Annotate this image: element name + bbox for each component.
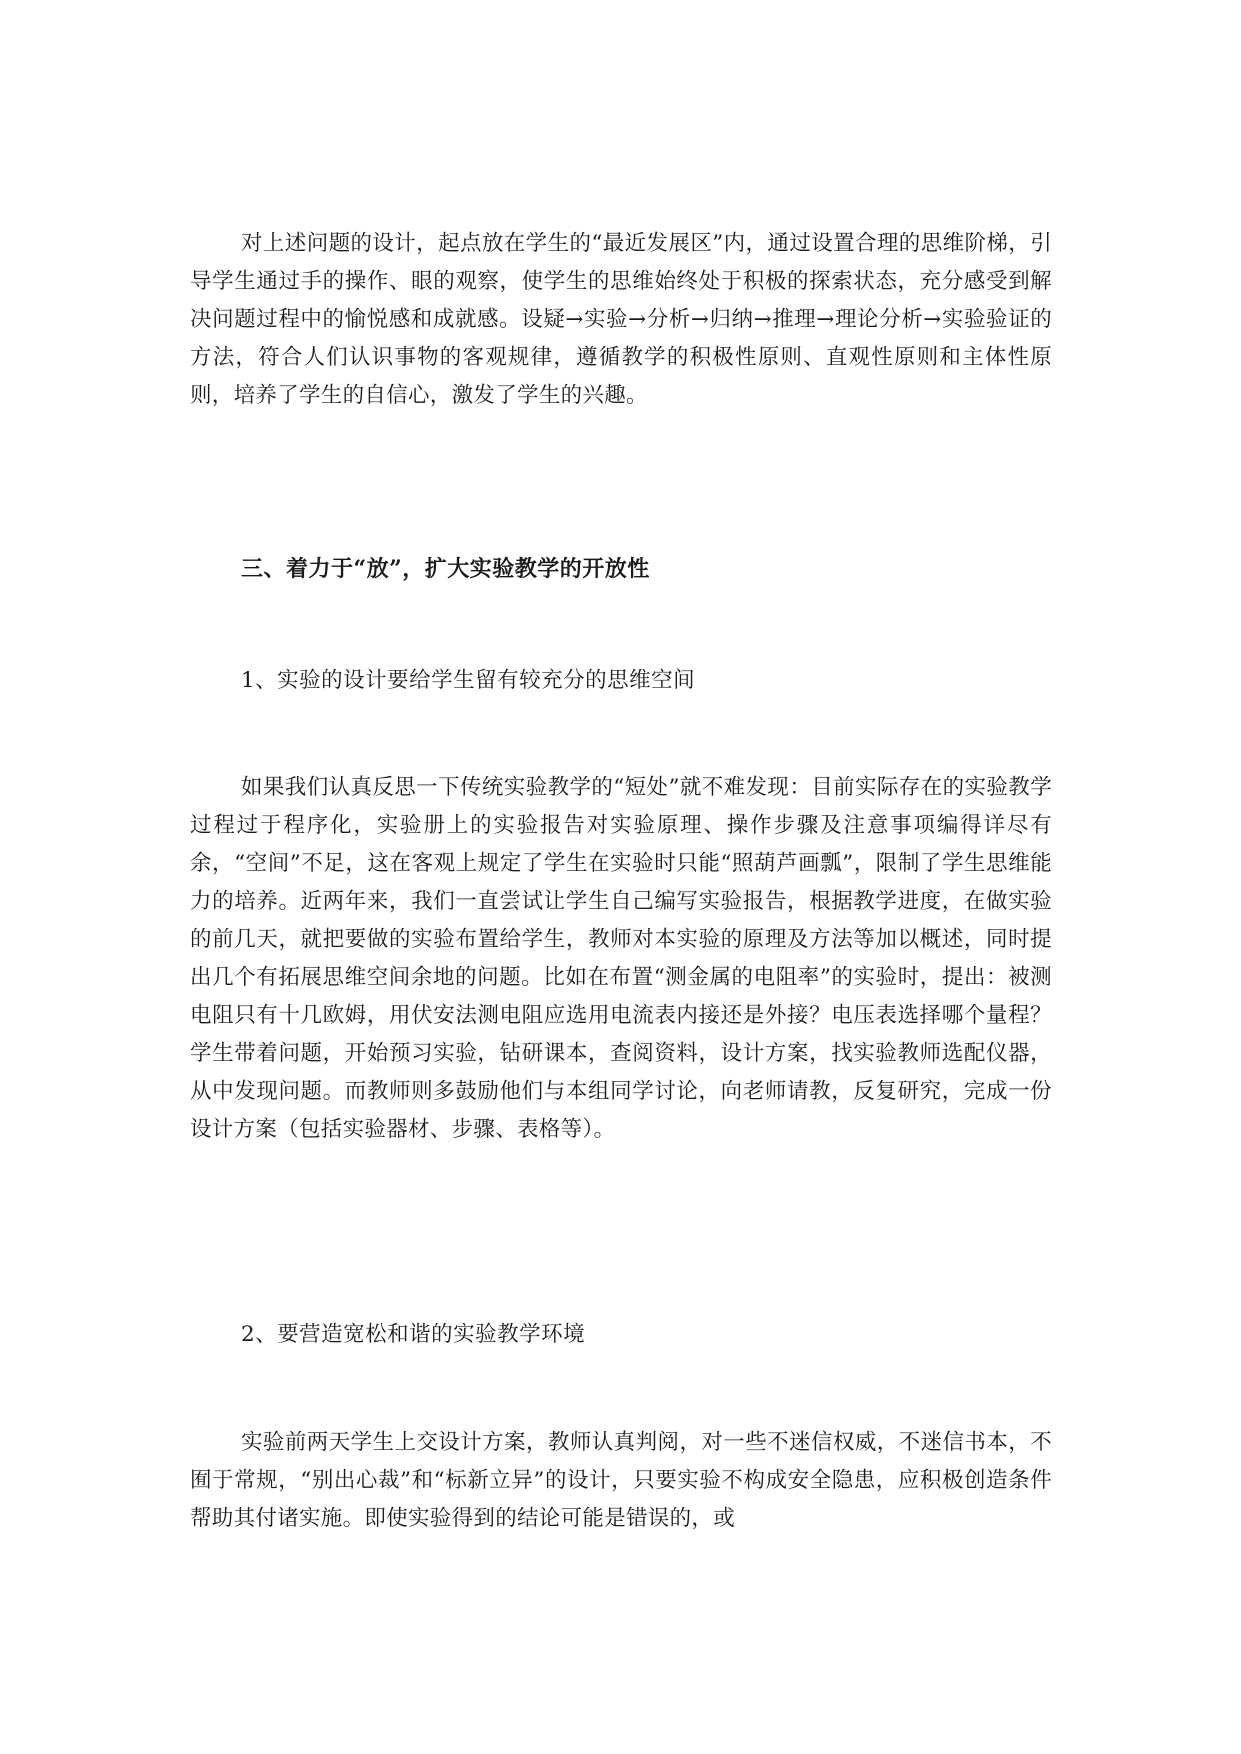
body-paragraph-2: 如果我们认真反思一下传统实验教学的“短处”就不难发现：目前实际存在的实验教学过程过于程序化，实验册上的实验报告对实验原理、操作步骤及注意事项编得详尽有余，“空间”不足，这在客观上规定了学生在实验时只能“照葫芦画瓢”，限制了学生思维能力的培养。近两年来，我们一直尝试让学生自己编写实验报告，根据教学进度，在做实验的前几天，就把要做的实验布置给学生，教师对本实验的原理及方法等加以概述，同时提出几个有拓展思维空间余地的问题。比如在布置“测金属的电阻率”的实验时，提出：被测电阻只有十几欧姆，用伏安法测电阻应选用电流表内接还是外接？电压表选择哪个量程？学生带着问题，开始预习实验，钻研课本，查阅资料，设计方案，找实验教师选配仪器，从中发现问题。而教师则多鼓励他们与本组同学讨论，向老师请教，反复研究，完成一份设计方案（包括实验器材、步骤、表格等）。 [190, 775, 1052, 1142]
section-heading: 三、着力于“放”，扩大实验教学的开放性 [241, 556, 650, 582]
subheading-1: 1、实验的设计要给学生留有较充分的思维空间 [241, 668, 696, 693]
body-paragraph-3: 实验前两天学生上交设计方案，教师认真判阅，对一些不迷信权威，不迷信书本，不囿于常规，“别出心裁”和“标新立异”的设计，只要实验不构成安全隐患，应积极创造条件帮助其付诸实施。即使实验得到的结论可能是错误的，或 [190, 1430, 1052, 1531]
body-paragraph-1: 对上述问题的设计，起点放在学生的“最近发展区”内，通过设置合理的思维阶梯，引导学生通过手的操作、眼的观察，使学生的思维始终处于积极的探索状态，充分感受到解决问题过程中的愉悦感和成就感。设疑→实验→分析→归纳→推理→理论分析→实验验证的方法，符合人们认识事物的客观规律，遵循教学的积极性原则、直观性原则和主体性原则，培养了学生的自信心，激发了学生的兴趣。 [190, 231, 1052, 408]
subheading-2: 2、要营造宽松和谐的实验教学环境 [241, 1322, 586, 1347]
